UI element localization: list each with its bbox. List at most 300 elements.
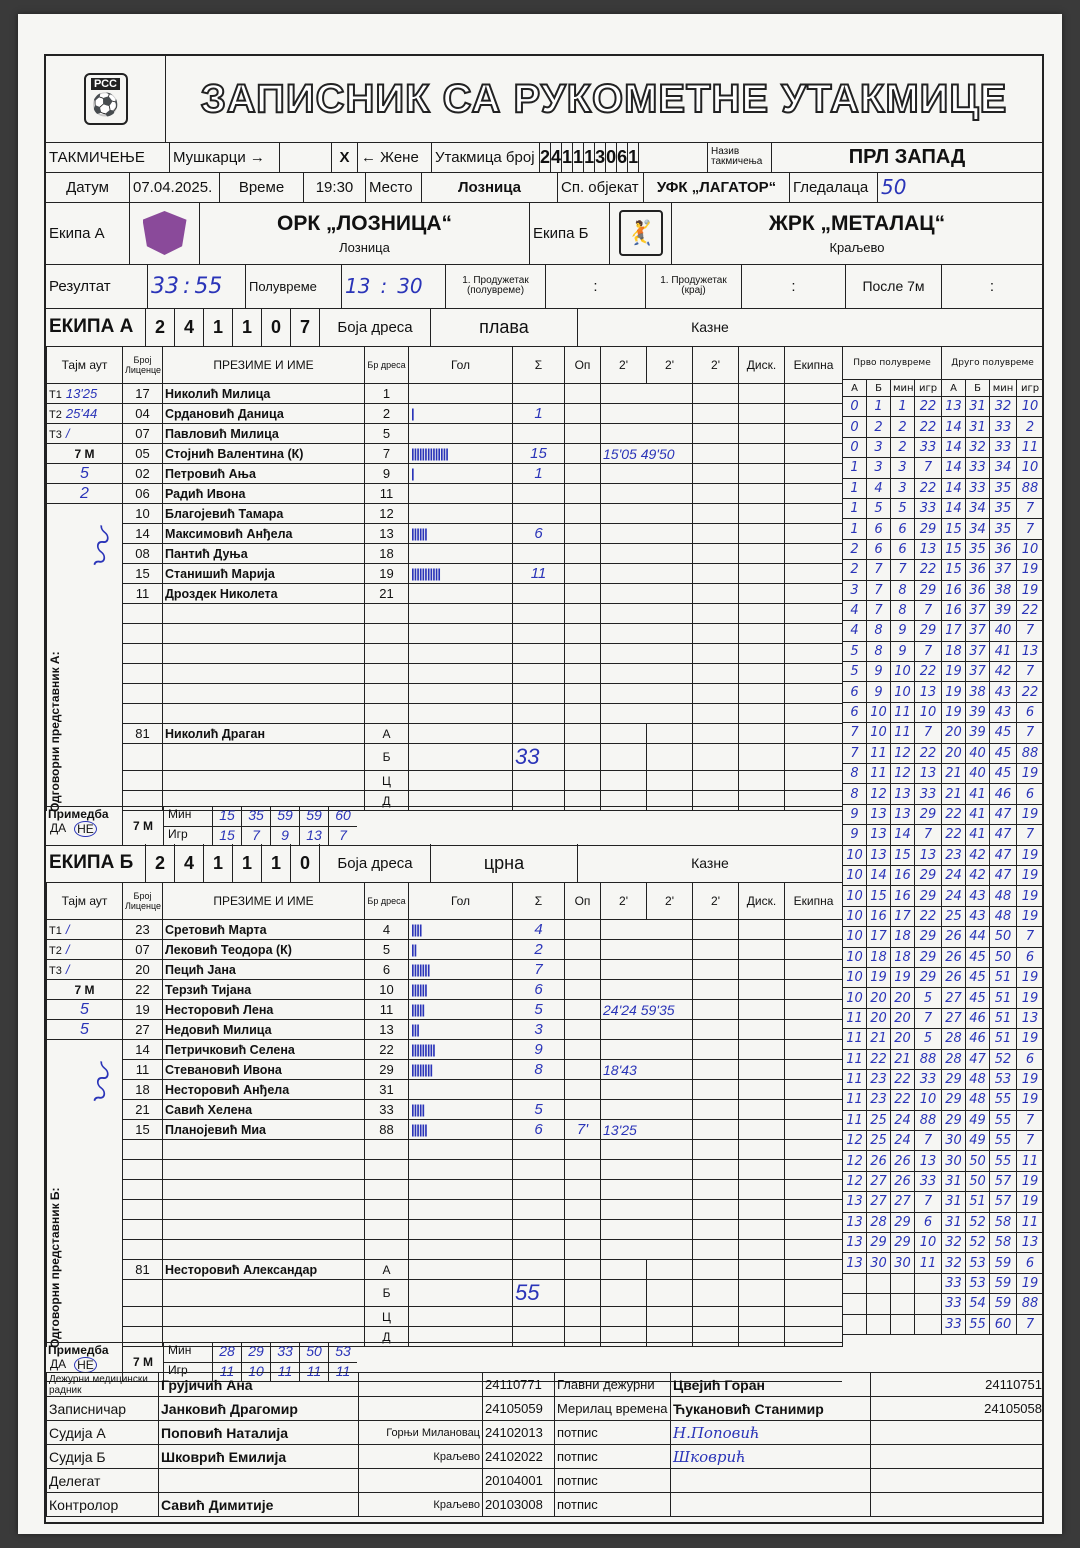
player-name: Стојнић Валентина (К) [163,444,365,464]
licence-cell: 07 [123,424,163,444]
official-licence: 81 [123,1260,163,1280]
official-licence: 24102022 [483,1445,555,1469]
player-name: Недовић Милица [163,1020,365,1040]
progress-value: 10 [843,967,867,987]
title-row [46,56,1042,143]
igr-value: 7 [241,827,270,845]
player-name [163,684,365,704]
goal-sum: 5 [513,1100,565,1120]
progress-row [843,682,1044,702]
warning-cell [565,464,601,484]
licence-cell: 10 [123,504,163,524]
official-role: Контролор [47,1493,159,1517]
goal-sum: 3 [513,1020,565,1040]
progress-value: 45 [966,947,990,967]
penalty-cell [601,584,693,604]
official-role2: потпис [555,1493,671,1517]
jersey-number: 88 [365,1120,409,1140]
progress-value: 54 [966,1294,990,1314]
official-licence2: 24105058 [871,1397,1045,1421]
penalty-cell [601,684,693,704]
progress-value: 22 [915,743,942,763]
progress-row [843,1131,1044,1151]
match-digit: 4 [551,142,562,172]
licence-cell: 15 [123,1120,163,1140]
official-role2: потпис [555,1421,671,1445]
goal-tally: |||||||||||||| [409,444,513,464]
warning-cell [565,504,601,524]
blank [739,744,785,771]
official-city: Краљево [359,1493,483,1517]
goal-sum [513,1220,565,1240]
penalty-cell [601,664,693,684]
score-b: 55 [194,273,223,299]
licence-cell [123,684,163,704]
progress-value: 39 [990,600,1017,620]
progress-value: 1 [843,458,867,478]
progress-value: 51 [990,1029,1017,1049]
licence-cell [123,1140,163,1160]
official-city [359,1373,483,1397]
table-row [47,920,843,940]
penalty-cell [601,1160,693,1180]
progress-value: 6 [891,539,915,559]
progress-row [843,764,1044,784]
jersey-number: 22 [365,1040,409,1060]
progress-value: 29 [915,804,942,824]
table-row [47,424,843,444]
warning-cell [565,1020,601,1040]
progress-value: 13 [891,784,915,804]
jersey-number: 11 [365,1000,409,1020]
disq-cell [739,1020,785,1040]
player-name [163,1200,365,1220]
penalty-cell [693,1040,739,1060]
official-row [47,1307,843,1327]
progress-value [915,1314,942,1334]
jersey-color: црна [431,844,578,882]
team-total [513,1307,565,1327]
progress-value: 23 [942,845,966,865]
player-name: Терзић Тијана [163,980,365,1000]
progress-value: 45 [990,743,1017,763]
progress-value: 18 [891,927,915,947]
progress-value: 19 [1017,865,1044,885]
progress-row [843,1171,1044,1191]
penalty-cell [601,1080,693,1100]
licence-cell: 20 [123,960,163,980]
progress-value: 35 [990,498,1017,518]
progress-value: 40 [990,621,1017,641]
official-licence [123,1307,163,1327]
team-pen-cell [785,1100,843,1120]
team-pen-cell [785,704,843,724]
progress-value: 12 [843,1151,867,1171]
players-table [46,882,843,1347]
team-pen-cell [785,444,843,464]
goal-tally: |||| [409,920,513,940]
team-header-row [46,308,842,347]
table-row [47,624,843,644]
player-name [163,1140,365,1160]
column-header: ПРЕЗИМЕ И ИМЕ [163,883,365,920]
official-row [47,1493,1045,1517]
team-pen-cell [785,980,843,1000]
progress-value: 13 [1017,1233,1044,1253]
warning-cell [565,644,601,664]
progress-value: 10 [843,906,867,926]
progress-value: 4 [843,621,867,641]
official-row [47,1373,1045,1397]
warning-cell [565,544,601,564]
progress-row [843,560,1044,580]
penalty-cell [601,544,693,564]
progress-value: 52 [966,1212,990,1232]
blank [785,1280,843,1307]
disq-cell [739,464,785,484]
progress-value: 19 [1017,886,1044,906]
progress-row [843,600,1044,620]
team-pen-cell [785,504,843,524]
official-name: Шковрић Емилија [159,1445,359,1469]
progress-value: 19 [1017,580,1044,600]
disq-cell [739,704,785,724]
team-pen-cell [785,524,843,544]
goal-tally [409,684,513,704]
progress-value: 49 [966,1110,990,1130]
progress-row [843,702,1044,722]
team-pen-cell [785,940,843,960]
column-header: Бр дреса [365,347,409,384]
team-b-city: Краљево [829,239,885,255]
licence-cell [123,1220,163,1240]
progress-row [843,906,1044,926]
progress-value: 5 [867,498,891,518]
progress-value: 26 [891,1171,915,1191]
goal-tally: |||||| [409,980,513,1000]
yes-no [46,821,122,837]
licence-cell [123,624,163,644]
table-row [47,524,843,544]
player-name: Пантић Дуња [163,544,365,564]
goal-tally [409,624,513,644]
disq-cell [739,484,785,504]
goal-sum [513,424,565,444]
team-digit: 2 [146,308,175,346]
penalty-cell [693,604,739,624]
progress-value: 29 [915,519,942,539]
progress-value: 24 [891,1110,915,1130]
blank [739,1307,785,1327]
team-pen-cell [785,1180,843,1200]
second-half-header: Друго полувреме [942,347,1044,380]
official-row [47,1280,843,1307]
teams-row [46,202,1042,265]
progress-value: 31 [942,1171,966,1191]
progress-row [843,539,1044,559]
table-row [47,484,843,504]
progress-value: 12 [843,1171,867,1191]
official-name: Савић Димитије [159,1493,359,1517]
timeout-cell: 5 [47,464,123,484]
table-row [47,404,843,424]
progress-value: 12 [867,784,891,804]
player-name: Савић Хелена [163,1100,365,1120]
progress-value: 11 [843,1090,867,1110]
progress-value: 42 [966,865,990,885]
official-name [163,1280,365,1307]
progress-row [843,723,1044,743]
column-header: Број Лиценце [123,347,163,384]
goal-tally [409,384,513,404]
blank [565,1280,601,1307]
progress-value: 19 [1017,906,1044,926]
remark-no: НЕ [74,1357,97,1373]
jersey-number: 29 [365,1060,409,1080]
officials-table [46,1372,1044,1517]
progress-value: 15 [942,560,966,580]
progress-value: 11 [1017,437,1044,457]
progress-value: 22 [915,662,942,682]
licence-cell: 22 [123,980,163,1000]
progress-value: 7 [1017,621,1044,641]
disq-cell [739,940,785,960]
min-value: 35 [241,807,270,826]
progress-value: 13 [891,804,915,824]
disq-cell [739,1040,785,1060]
progress-value: 15 [891,845,915,865]
warning-cell [565,584,601,604]
team-a-name: ОРК „ЛОЗНИЦА“ [277,211,452,235]
blank [565,744,601,771]
disq-cell [739,664,785,684]
goal-sum: 7 [513,960,565,980]
team-b-name: ЖРК „МЕТАЛАЦ“ [768,211,946,235]
licence-cell: 21 [123,1100,163,1120]
penalty-cell [601,980,693,1000]
progress-value: 41 [966,825,990,845]
goal-tally [409,664,513,684]
progress-value: 41 [966,804,990,824]
warning-cell [565,1140,601,1160]
jersey-number [365,1180,409,1200]
igr-value: 13 [299,827,328,845]
licence-cell: 15 [123,564,163,584]
team-digit: 4 [175,308,204,346]
column-header: Диск. [739,883,785,920]
blank [601,724,647,744]
penalty-cell [693,1060,739,1080]
progress-value: 41 [990,641,1017,661]
penalty-cell [693,684,739,704]
min-value: 59 [299,807,328,826]
disq-cell [739,444,785,464]
team-total: 55 [513,1280,565,1307]
progress-value: 16 [942,580,966,600]
page-title: ЗАПИСНИК СА РУКОМЕТНЕ УТАКМИЦЕ [200,76,1008,121]
progress-value: 24 [942,886,966,906]
goal-sum [513,1240,565,1260]
progress-value: 7 [915,1192,942,1212]
progress-row [843,478,1044,498]
ot2-label: 1. Продужетак (крај) [646,264,742,308]
blank [409,724,513,744]
min-row [164,1343,357,1363]
progress-value: 48 [990,906,1017,926]
team-pen-cell [785,1220,843,1240]
column-header: Σ [513,883,565,920]
progress-value: 13 [915,539,942,559]
table-row [47,960,843,980]
timeout-label: Т1 [49,925,62,937]
progress-value: 7 [1017,519,1044,539]
progress-value: 34 [990,458,1017,478]
progress-value: 19 [1017,1192,1044,1212]
progress-value: 7 [915,641,942,661]
disq-cell [739,1060,785,1080]
player-name [163,1240,365,1260]
progress-value: 29 [891,1233,915,1253]
progress-value: 31 [966,417,990,437]
progress-value: 1 [843,478,867,498]
official-role: Судија Б [47,1445,159,1469]
progress-value: 36 [990,539,1017,559]
progress-row [843,988,1044,1008]
progress-value: 14 [942,498,966,518]
progress-value: 11 [1017,1212,1044,1232]
penalty-cell [601,404,693,424]
min-value: 60 [328,807,357,826]
jersey-number: 1 [365,384,409,404]
penalty-cell [693,664,739,684]
progress-value: 11 [891,702,915,722]
progress-value: 34 [966,519,990,539]
progress-value: 8 [867,641,891,661]
team-pen-cell [785,1060,843,1080]
progress-row [843,743,1044,763]
timeout-cell [47,424,123,444]
comp-name: ПРЛ ЗАПАД [848,145,966,168]
progress-value: 39 [966,723,990,743]
blank [565,771,601,791]
progress-value [867,1273,891,1293]
penalty-cell [693,1220,739,1240]
column-header: Оп [565,883,601,920]
team-pen-cell [785,1000,843,1020]
timeout-label: Т3 [49,429,62,441]
progress-value: 38 [966,682,990,702]
blank [693,1280,739,1307]
progress-value: 10 [867,702,891,722]
progress-value: 9 [891,621,915,641]
shield-icon [143,211,187,255]
official-city [359,1469,483,1493]
goal-sum [513,584,565,604]
progress-value: 33 [942,1294,966,1314]
team-a-logo [130,202,200,264]
progress-value: 51 [990,967,1017,987]
match-digit: 1 [584,142,595,172]
player-name: Несторовић Анђела [163,1080,365,1100]
progress-row [843,886,1044,906]
team-pen-cell [785,624,843,644]
jersey-number: 4 [365,920,409,940]
goal-sum: 6 [513,980,565,1000]
official-licence2 [871,1421,1045,1445]
progress-value: 7 [891,560,915,580]
progress-value: 22 [915,906,942,926]
progress-value: 10 [1017,539,1044,559]
penalty-cell [601,464,693,484]
team-label: ЕКИПА А [46,308,146,346]
jersey-number [365,604,409,624]
licence-cell: 11 [123,584,163,604]
official-name2: Н.Поповић [671,1421,871,1445]
licence-cell: 06 [123,484,163,504]
progress-value: 15 [867,886,891,906]
rss-logo-icon [84,73,128,125]
progress-value: 7 [1017,927,1044,947]
jersey-number: 12 [365,504,409,524]
team-total: 33 [513,744,565,771]
progress-value: 37 [966,621,990,641]
min-value: 50 [299,1343,328,1362]
ht-a: 13 [345,274,371,298]
penalties-label: Казне [691,855,729,871]
progress-value: 7 [915,600,942,620]
progress-row [843,804,1044,824]
progress-value: 26 [867,1151,891,1171]
disq-cell [739,1000,785,1020]
jersey-number [365,1160,409,1180]
team-pen-cell [785,484,843,504]
official-row [47,724,843,744]
warning-cell [565,1000,601,1020]
match-digit: 6 [617,142,628,172]
warning-cell [565,384,601,404]
blank [739,1260,785,1280]
progress-value: 30 [942,1151,966,1171]
goal-sum [513,544,565,564]
progress-value: 19 [1017,845,1044,865]
progress-row [843,967,1044,987]
timeout-label: Т3 [49,965,62,977]
progress-value: 10 [1017,397,1044,417]
blank [785,744,843,771]
goal-tally [409,504,513,524]
timeout-cell: 7 М [47,980,123,1000]
table-row [47,1040,843,1060]
place-value: Лозница [422,172,558,202]
goal-tally: ||||| [409,1100,513,1120]
column-header: Број Лиценце [123,883,163,920]
official-row [47,1397,1045,1421]
min-label: Мин [168,1343,192,1357]
jersey-number: 9 [365,464,409,484]
team-digit: 4 [175,844,204,882]
timeout-cell: 7 М [47,444,123,464]
progress-value: 18 [891,947,915,967]
progress-value: 1 [891,397,915,417]
igr-value: 9 [270,827,299,845]
warning-cell [565,484,601,504]
disq-cell [739,404,785,424]
blank [565,724,601,744]
team-label: ЕКИПА Б [46,844,146,882]
team-pen-cell [785,424,843,444]
players-table [46,346,843,811]
timeout-value: / [65,426,70,441]
